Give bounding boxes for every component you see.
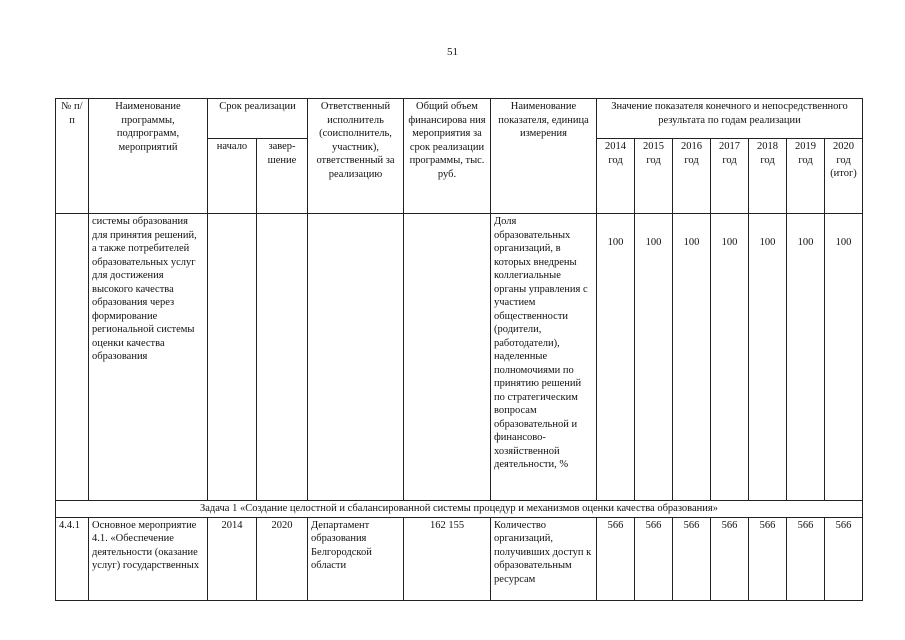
header-year xyxy=(673,139,711,214)
row-value: 100 xyxy=(673,214,711,501)
header-row-1 xyxy=(56,99,863,139)
row-value: 566 xyxy=(749,517,787,600)
row-start xyxy=(208,214,257,501)
row-funding xyxy=(404,214,491,501)
header-year-unit: год xyxy=(798,154,813,166)
header-year-label: 2014 xyxy=(605,141,626,152)
row-executor: Департамент образования Белгородской области xyxy=(308,517,404,600)
row-funding: 162 155 xyxy=(404,517,491,600)
row-value: 566 xyxy=(635,517,673,600)
header-year-label: 2020 xyxy=(833,141,854,152)
row-value: 566 xyxy=(825,517,863,600)
row-num: 4.4.1 xyxy=(56,517,89,600)
header-num: № п/п xyxy=(56,99,89,214)
header-year xyxy=(825,139,863,214)
header-year xyxy=(635,139,673,214)
row-end: 2020 xyxy=(257,517,308,600)
row-value: 100 xyxy=(787,214,825,501)
header-year-label: 2015 xyxy=(643,141,664,152)
row-value: 100 xyxy=(825,214,863,501)
row-value: 566 xyxy=(597,517,635,600)
header-year-unit: год xyxy=(684,154,699,166)
table-row xyxy=(56,517,863,600)
header-year-unit: год (итог) xyxy=(830,154,857,179)
page-number: 51 xyxy=(447,46,458,58)
header-indicator: Наименование показателя, единица измерения xyxy=(491,99,597,214)
row-value: 100 xyxy=(635,214,673,501)
header-year xyxy=(787,139,825,214)
row-value: 566 xyxy=(711,517,749,600)
header-year xyxy=(597,139,635,214)
header-funding: Общий объем финансирова ния мероприятия за срок реализации программы, тыс. руб. xyxy=(404,99,491,214)
row-value: 100 xyxy=(597,214,635,501)
header-year-unit: год xyxy=(722,154,737,166)
row-indicator: Доля образовательных организаций, в которых внедрены коллегиальные органы управления с участием общественности (родители, работодатели), наделенные полномочиями по принятию решений по стратегическим вопросам образовательной и финансово-хозяйственной деятельности, % xyxy=(491,214,597,501)
row-executor xyxy=(308,214,404,501)
header-year-label: 2016 xyxy=(681,141,702,152)
row-end xyxy=(257,214,308,501)
row-name: системы образования для принятия решений, а также потребителей образовательных услуг для достижения высокого качества образования через формирование региональной системы оценки качества образования xyxy=(89,214,208,501)
header-year-unit: год xyxy=(760,154,775,166)
header-end: завер-шение xyxy=(257,139,308,214)
header-start: начало xyxy=(208,139,257,214)
header-executor: Ответственный исполнитель (соисполнитель, участник), ответственный за реализацию xyxy=(308,99,404,214)
header-year-unit: год xyxy=(608,154,623,166)
header-name: Наименование программы, подпрограмм, мероприятий xyxy=(89,99,208,214)
row-value: 100 xyxy=(711,214,749,501)
row-value: 100 xyxy=(749,214,787,501)
header-year-label: 2017 xyxy=(719,141,740,152)
header-year-label: 2019 xyxy=(795,141,816,152)
task-row xyxy=(56,501,863,518)
header-year xyxy=(711,139,749,214)
row-indicator: Количество организаций, получивших доступ к образовательным ресурсам xyxy=(491,517,597,600)
header-year-label: 2018 xyxy=(757,141,778,152)
header-values: Значение показателя конечного и непосредственного результата по годам реализации xyxy=(597,99,863,139)
header-period: Срок реализации xyxy=(208,99,308,139)
header-year xyxy=(749,139,787,214)
row-start: 2014 xyxy=(208,517,257,600)
program-table xyxy=(55,98,863,601)
header-year-unit: год xyxy=(646,154,661,166)
task-title: Задача 1 «Создание целостной и сбалансированной системы процедур и механизмов оценки качества образования» xyxy=(56,501,863,518)
row-num xyxy=(56,214,89,501)
table-row xyxy=(56,214,863,501)
row-value: 566 xyxy=(673,517,711,600)
row-value: 566 xyxy=(787,517,825,600)
row-name: Основное мероприятие 4.1. «Обеспечение деятельности (оказание услуг) государственных xyxy=(89,517,208,600)
